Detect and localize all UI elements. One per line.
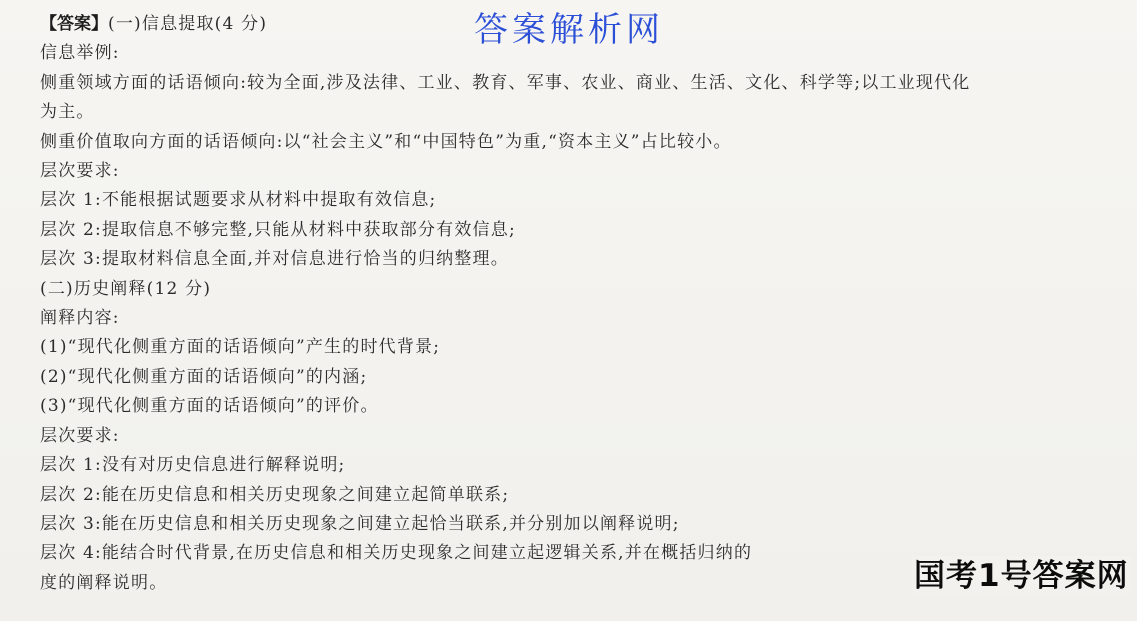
content-item-3: (3)“现代化侧重方面的话语倾向”的评价。 — [40, 396, 379, 417]
level-3-line-2: 层次 3:能在历史信息和相关历史现象之间建立起恰当联系,并分别加以阐释说明; — [40, 513, 680, 534]
watermark-top: 答案解析网 — [474, 10, 664, 50]
level-4-line-cont: 度的阐释说明。 — [40, 572, 168, 593]
section-1-title: (一)信息提取(4 分) — [108, 14, 268, 34]
level-1-line: 层次 1:不能根据试题要求从材料中提取有效信息; — [40, 190, 437, 211]
level-requirements-label: 层次要求: — [40, 161, 120, 182]
interpretation-content-label: 阐释内容: — [40, 308, 120, 329]
info-examples-label: 信息举例: — [40, 43, 120, 64]
domain-tendency-line-cont: 为主。 — [40, 102, 95, 123]
answer-body — [40, 10, 1120, 598]
watermark-bottom: 国考1号答案网 — [914, 558, 1129, 594]
level-2-line-2: 层次 2:能在历史信息和相关历史现象之间建立起简单联系; — [40, 484, 510, 505]
level-2-line: 层次 2:提取信息不够完整,只能从材料中获取部分有效信息; — [40, 219, 516, 240]
content-item-2: (2)“现代化侧重方面的话语倾向”的内涵; — [40, 366, 368, 387]
section-2-heading: (二)历史阐释(12 分) — [40, 278, 212, 299]
domain-tendency-line: 侧重领域方面的话语倾向:较为全面,涉及法律、工业、教育、军事、农业、商业、生活、文化、科学等;以工业现代化 — [40, 72, 971, 93]
level-requirements-label-2: 层次要求: — [40, 425, 120, 446]
value-tendency-line: 侧重价值取向方面的话语倾向:以“社会主义”和“中国特色”为重,“资本主义”占比较小。 — [40, 131, 732, 152]
content-item-1: (1)“现代化侧重方面的话语倾向”产生的时代背景; — [40, 337, 441, 358]
level-4-line: 层次 4:能结合时代背景,在历史信息和相关历史现象之间建立起逻辑关系,并在概括归纳的 — [40, 543, 753, 564]
level-1-line-2: 层次 1:没有对历史信息进行解释说明; — [40, 455, 346, 476]
level-3-line: 层次 3:提取材料信息全面,并对信息进行恰当的归纳整理。 — [40, 249, 509, 270]
answer-label: 【答案】 — [40, 14, 108, 34]
